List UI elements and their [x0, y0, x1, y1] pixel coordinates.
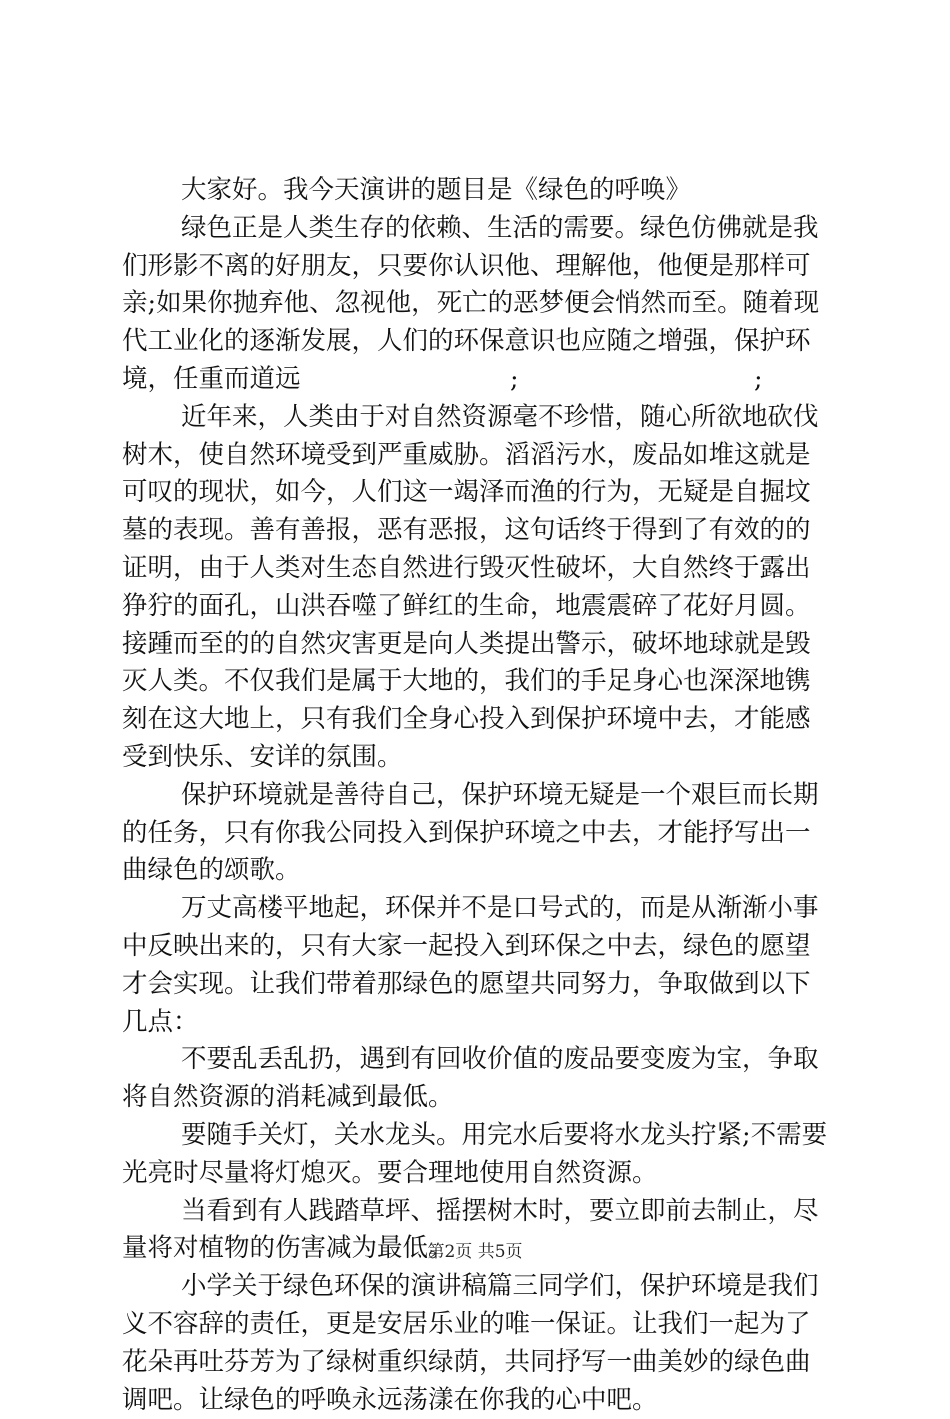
text-line: 义不容辞的责任，更是安居乐业的唯一保证。让我们一起为了	[122, 1306, 832, 1344]
page-number: 第2页 共5页	[427, 1242, 522, 1262]
text-line: 代工业化的逐渐发展，人们的环保意识也应随之增强，保护环	[122, 323, 832, 361]
text-line: 几点：	[122, 1004, 832, 1042]
text-line: 小学关于绿色环保的演讲稿篇三同学们，保护环境是我们	[122, 1268, 832, 1306]
semicolon-mark: ;	[510, 361, 519, 399]
text-line: 不要乱丢乱扔，遇到有回收价值的废品要变废为宝，争取	[122, 1041, 832, 1079]
text-line: 万丈高楼平地起，环保并不是口号式的，而是从渐渐小事	[122, 890, 832, 928]
speech-body	[122, 172, 832, 1419]
page-footer	[0, 1237, 950, 1262]
text-line: 要随手关灯，关水龙头。用完水后要将水龙头拧紧;不需要	[122, 1117, 832, 1155]
text-line: 当看到有人践踏草坪、摇摆树木时，要立即前去制止，尽	[122, 1193, 832, 1231]
text-line: 亲;如果你抛弃他、忽视他，死亡的恶梦便会悄然而至。随着现	[122, 285, 832, 323]
text-line: 将自然资源的消耗减到最低。	[122, 1079, 832, 1117]
text-line: 的任务，只有你我公同投入到保护环境之中去，才能抒写出一	[122, 815, 832, 853]
text-line: 保护环境就是善待自己，保护环境无疑是一个艰巨而长期	[122, 777, 832, 815]
text-line: 调吧。让绿色的呼唤永远荡漾在你我的心中吧。	[122, 1382, 832, 1419]
text-line: 墓的表现。善有善报，恶有恶报，这句话终于得到了有效的的	[122, 512, 832, 550]
text-line: 中反映出来的，只有大家一起投入到环保之中去，绿色的愿望	[122, 928, 832, 966]
text-line: 灭人类。不仅我们是属于大地的，我们的手足身心也深深地镌	[122, 663, 832, 701]
text-line: 光亮时尽量将灯熄灭。要合理地使用自然资源。	[122, 1155, 832, 1193]
text-line: 接踵而至的的自然灾害更是向人类提出警示，破坏地球就是毁	[122, 626, 832, 664]
text-line: 树木，使自然环境受到严重威胁。滔滔污水，废品如堆这就是	[122, 437, 832, 475]
text-line: 绿色正是人类生存的依赖、生活的需要。绿色仿佛就是我	[122, 210, 832, 248]
text-line: 量将对植物的伤害减为最低。	[122, 1230, 832, 1268]
text-line: 狰狞的面孔，山洪吞噬了鲜红的生命，地震震碎了花好月圆。	[122, 588, 832, 626]
text-line: 花朵再吐芬芳为了绿树重织绿荫，共同抒写一曲美妙的绿色曲	[122, 1344, 832, 1382]
text-line: 才会实现。让我们带着那绿色的愿望共同努力，争取做到以下	[122, 966, 832, 1004]
text-line: 受到快乐、安详的氛围。	[122, 739, 832, 777]
text-line: 近年来，人类由于对自然资源毫不珍惜，随心所欲地砍伐	[122, 399, 832, 437]
semicolon-mark: ;	[754, 361, 763, 399]
text-line: 境，任重而道远	[122, 364, 301, 394]
text-line: 刻在这大地上，只有我们全身心投入到保护环境中去，才能感	[122, 701, 832, 739]
text-line: 曲绿色的颂歌。	[122, 852, 832, 890]
text-line: 们形影不离的好朋友，只要你认识他、理解他，他便是那样可	[122, 248, 832, 286]
text-line: 大家好。我今天演讲的题目是《绿色的呼唤》	[122, 172, 832, 210]
text-line: 可叹的现状，如今，人们这一竭泽而渔的行为，无疑是自掘坟	[122, 474, 832, 512]
text-line: 证明，由于人类对生态自然进行毁灭性破坏，大自然终于露出	[122, 550, 832, 588]
text-line-with-semicolons	[122, 361, 832, 399]
